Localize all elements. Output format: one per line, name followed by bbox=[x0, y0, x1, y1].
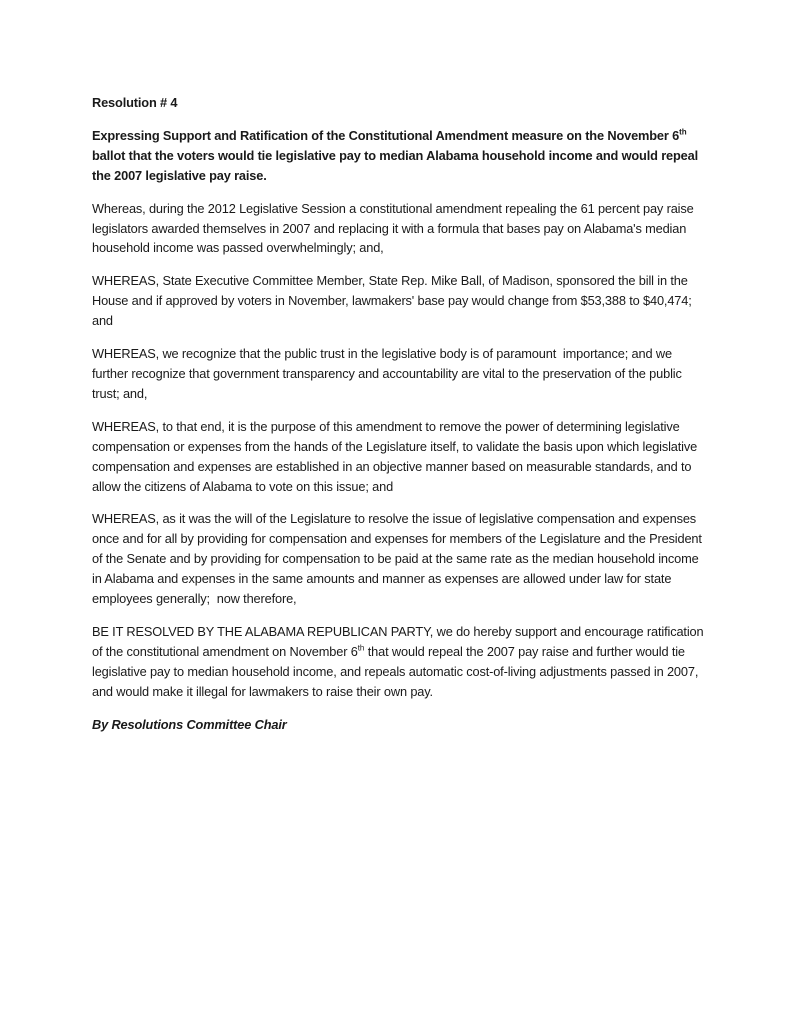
whereas-clause-1: Whereas, during the 2012 Legislative Session a constitutional amendment repealing the 61 percent pay raise legislators awarded themselves in 2007 and replacing it with a formula that bases pay on Alabama's median household income was passed overwhelmingly; and, bbox=[92, 200, 697, 256]
resolution-heading bbox=[92, 126, 710, 186]
whereas-clause-5: WHEREAS, as it was the will of the Legislature to resolve the issue of legislative compensation and expenses once and for all by providing for compensation and expenses for members of the Legislature and the President of the Senate and by providing for compensation to be paid at the same rate as the median household income in Alabama and expenses in the same amounts and manner as expenses are allowed under law for state employees generally; now therefore, bbox=[92, 511, 706, 607]
whereas-clause-4: WHEREAS, to that end, it is the purpose of this amendment to remove the power of determining legislative compensation or expenses from the hands of the Legislature itself, to validate the basis upon which legislative compensation and expenses are established in an objective manner based on measurable standards, and to allow the citizens of Alabama to vote on this issue; and bbox=[92, 418, 701, 494]
document-content bbox=[92, 93, 710, 747]
resolved-text-post: that would repeal the 2007 pay raise and further would tie legislative pay to median household income, and repeals automatic cost-of-living adjustments passed in 2007, and would make it illegal for lawmakers to raise their own pay. bbox=[92, 643, 702, 699]
resolution-title: Resolution # 4 bbox=[92, 95, 178, 110]
whereas-clause-2: WHEREAS, State Executive Committee Member, State Rep. Mike Ball, of Madison, sponsored the bill in the House and if approved by voters in November, lawmakers' base pay would change from $53,388 to $40,474; and bbox=[92, 273, 696, 329]
resolved-ordinal-superscript: th bbox=[357, 643, 365, 653]
resolved-text-pre: BE IT RESOLVED BY THE ALABAMA REPUBLICAN PARTY, we do hereby support and encourage ratification of the constitutional amendment on November 6 bbox=[92, 623, 707, 659]
signature-line: By Resolutions Committee Chair bbox=[92, 716, 287, 732]
whereas-clause-3: WHEREAS, we recognize that the public trust in the legislative body is of paramount importance; and we further recognize that government transparency and accountability are vital to the preservation of the public trust; and, bbox=[92, 346, 686, 401]
heading-ordinal-superscript: th bbox=[679, 127, 687, 137]
heading-text-pre: Expressing Support and Ratification of the Constitutional Amendment measure on the November 6 bbox=[92, 127, 680, 143]
heading-text-post: ballot that the voters would tie legislative pay to median Alabama household income and would repeal the 2007 legislative pay raise. bbox=[92, 127, 702, 183]
resolved-clause bbox=[92, 622, 710, 702]
